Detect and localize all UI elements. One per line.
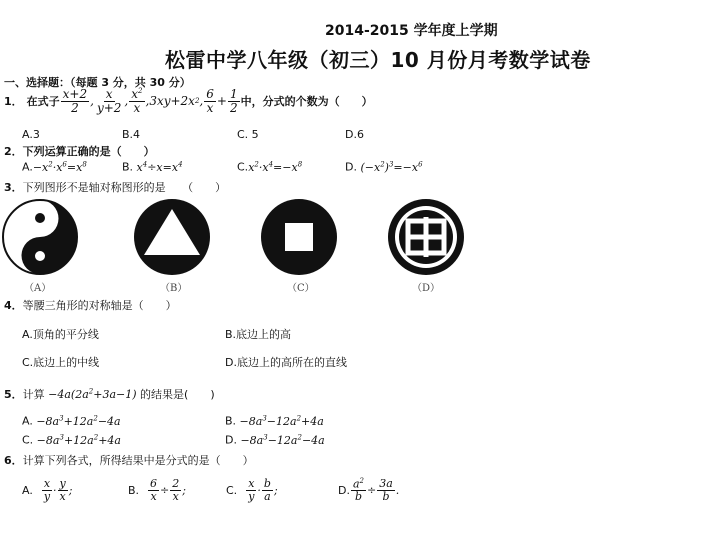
question-stem: 计算下列各式，所得结果中是分式的是（ ） (22, 454, 254, 467)
q1-option-a[interactable]: A.3 (22, 128, 40, 141)
question-stem: 等腰三角形的对称轴是（ ） (22, 299, 177, 312)
circle-triangle-figure (132, 197, 212, 277)
yin-yang-figure (1, 198, 79, 276)
q1-option-b[interactable]: B.4 (122, 128, 141, 141)
question-stem-prefix: 计算 (22, 388, 45, 401)
q1-option-d[interactable]: D.6 (345, 128, 364, 141)
figure-caption-b: （B） (160, 283, 188, 294)
question-stem-prefix: 在式子 (26, 95, 60, 109)
option-label: B. (225, 414, 237, 428)
option-label: A. (22, 414, 33, 428)
question-4 (4, 297, 177, 313)
question-stem: 下列运算正确的是（ ） (22, 145, 155, 158)
question-number: 6． (4, 454, 23, 467)
q1-option-c[interactable]: C. 5 (237, 128, 259, 141)
figure-caption-d: （D） (412, 283, 441, 294)
circle-square-figure (259, 197, 339, 277)
question-number: 5． (4, 388, 23, 401)
expression: $-4a(2a^2+3a-1)$ (48, 387, 137, 401)
question-6 (4, 452, 254, 468)
q2-option-c[interactable]: $C.x^2\cdot x^4=-x^8$ (237, 160, 303, 174)
figure-caption-a: （A） (24, 283, 52, 294)
question-stem-suffix: 的结果是( ) (140, 388, 215, 401)
question-number: 1． (4, 95, 23, 109)
option-label: A. (22, 160, 33, 174)
q4-option-a[interactable]: A.顶角的平分线 (22, 328, 99, 341)
q5-option-b[interactable]: B. $-8a^3-12a^2+4a$ (225, 414, 324, 428)
option-label: D. (338, 483, 350, 497)
q6-option-b[interactable]: B. $\frac{6}{x}$ ÷ $\frac{2}{x}$ ; (128, 477, 186, 503)
option-label: B. (122, 160, 134, 174)
question-5 (4, 386, 215, 402)
option-label: C. (226, 483, 238, 497)
option-label: A. (22, 483, 33, 497)
q4-option-c[interactable]: C.底边上的中线 (22, 356, 100, 369)
q5-option-c[interactable]: C. $-8a^3+12a^2+4a$ (22, 433, 121, 447)
option-label: D. (345, 160, 357, 174)
option-label: C. (237, 160, 249, 174)
bank-logo-figure (386, 197, 466, 277)
q5-option-a[interactable]: A. $-8a^3+12a^2-4a$ (22, 414, 121, 428)
q2-option-a[interactable]: $A.-x^2\cdot x^6=x^8$ (22, 160, 87, 174)
option-label: B. (128, 483, 140, 497)
q6-option-c[interactable]: C. $\frac{x}{y}$ · $\frac{b}{a}$ ; (226, 477, 278, 503)
q6-option-a[interactable]: A. $\frac{x}{y}$ · $\frac{y}{x}$ ; (22, 477, 73, 503)
question-1 (4, 88, 373, 114)
q6-option-d[interactable]: D. $\frac{a^2}{b}$ ÷ $\frac{3a}{b}$ . (338, 477, 400, 504)
q5-option-d[interactable]: D. $-8a^3-12a^2-4a$ (225, 433, 325, 447)
question-number: 3． (4, 181, 23, 194)
exam-title: 松雷中学八年级（初三）10 月份月考数学试卷 (165, 48, 591, 72)
question-number: 2． (4, 145, 23, 158)
question-stem: 下列图形不是轴对称图形的是 （ ） (22, 181, 227, 194)
expression-list: $\frac{x+2}{2}$ , $\frac{x}{y+2}$ , $\frac{x^2}{x}$ ,3xy+2x 2 , $\frac{6}{x}$ + $\frac{1}{2}$ (62, 87, 238, 115)
question-stem-suffix: 中，分式的个数为（ ） (240, 95, 373, 109)
q4-option-b[interactable]: B.底边上的高 (225, 328, 292, 341)
question-number: 4． (4, 299, 23, 312)
q4-option-d[interactable]: D.底边上的高所在的直线 (225, 356, 347, 369)
question-2 (4, 143, 155, 159)
exam-subtitle: 2014-2015 学年度上学期 (325, 23, 498, 39)
option-label: D. (225, 433, 237, 447)
option-label: C. (22, 433, 34, 447)
question-3 (4, 179, 226, 195)
q2-option-b[interactable]: B. $x^4\div x=x^4$ (122, 160, 183, 174)
q2-option-d[interactable]: D. $(-x^2)^3=-x^6$ (345, 160, 423, 174)
section-heading: 一、选择题：（每题 3 分，共 30 分） (4, 76, 191, 89)
figure-caption-c: （C） (287, 283, 315, 294)
